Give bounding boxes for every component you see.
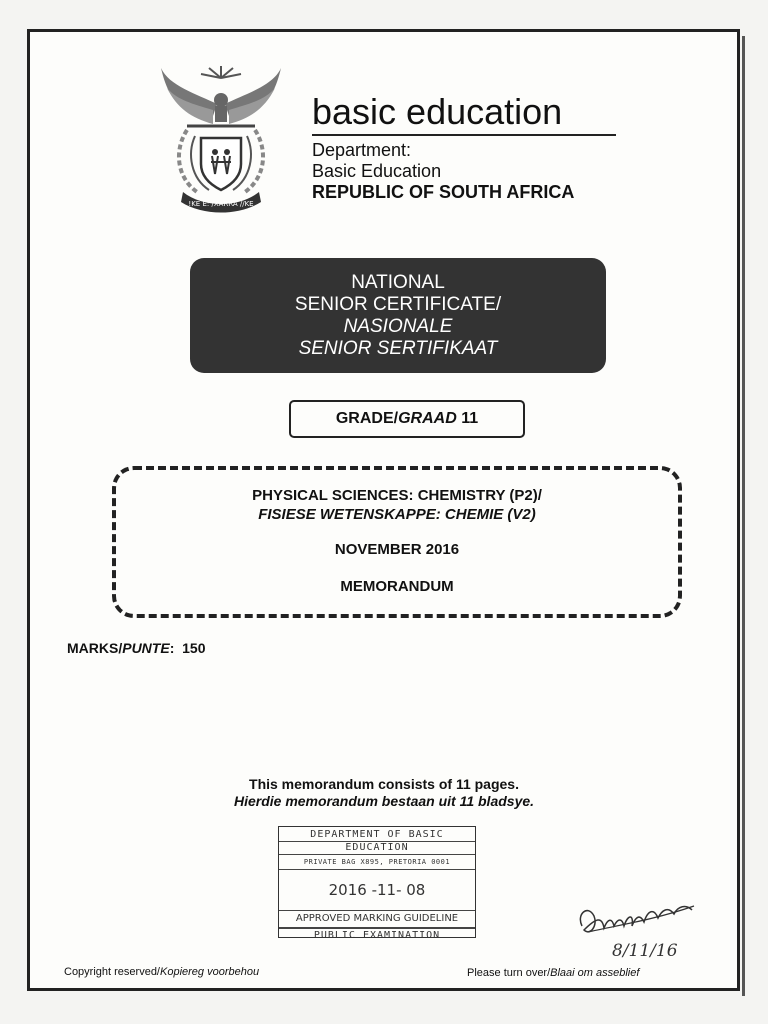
marks-label-af: PUNTE: [122, 640, 170, 656]
stamp-date: 2016 -11- 08: [328, 881, 426, 899]
exam-date: NOVEMBER 2016: [334, 541, 460, 558]
dept-line-2: Basic Education: [312, 161, 442, 181]
footer-turn-over-en: Please turn over/: [467, 967, 551, 979]
stamp-line-4: APPROVED MARKING GUIDELINE: [279, 910, 475, 928]
certificate-line-4: SENIOR SERTIFIKAAT: [298, 337, 498, 359]
stamp-line-3: PRIVATE BAG X895, PRETORIA 0001: [279, 855, 475, 870]
document-type: MEMORANDUM: [340, 578, 454, 595]
approval-stamp: [278, 826, 476, 941]
grade-label: GRADE/: [335, 410, 399, 427]
marks-colon: :: [169, 640, 175, 656]
marks-value: 150: [182, 640, 206, 656]
footer-copyright-en: Copyright reserved/: [64, 966, 160, 978]
signature-icon: [574, 896, 698, 964]
dept-line-3: REPUBLIC OF SOUTH AFRICA: [312, 182, 575, 202]
marks-line: [67, 640, 206, 656]
footer-copyright: [64, 966, 259, 978]
stamp-line-5: PUBLIC EXAMINATION: [279, 928, 475, 942]
pages-note-af: Hierdie memorandum bestaan uit 11 bladsye.: [233, 793, 535, 809]
subject-line-af: FISIESE WETENSKAPPE: CHEMIE (V2): [258, 506, 536, 523]
grade-value: 11: [461, 410, 479, 427]
brand-rule: [312, 134, 616, 136]
certificate-banner: [190, 258, 606, 373]
dept-line-1: Department:: [312, 140, 412, 160]
pages-note-en: This memorandum consists of 11 pages.: [249, 776, 519, 792]
certificate-line-1: NATIONAL: [351, 271, 445, 293]
coat-of-arms-icon: [157, 64, 285, 214]
certificate-line-2: SENIOR CERTIFICATE/: [294, 293, 502, 315]
pages-note: [0, 776, 768, 810]
grade-label-af: GRAAD: [398, 410, 457, 427]
subject-box: [112, 466, 682, 618]
footer-copyright-af: Kopiereg voorbehou: [160, 966, 260, 978]
certificate-line-3: NASIONALE: [343, 315, 453, 337]
stamp-line-2: EDUCATION: [279, 842, 475, 855]
footer-turn-over: [467, 967, 639, 979]
brand-block: [312, 92, 616, 203]
footer-turn-over-af: Blaai om asseblief: [550, 967, 640, 979]
grade-box: [289, 400, 525, 438]
emblem-motto: !KE E: /XARRA //KE: [188, 200, 254, 208]
stamp-line-1: DEPARTMENT OF BASIC: [279, 827, 475, 842]
brand-title: basic education: [312, 91, 563, 132]
subject-line-en: PHYSICAL SCIENCES: CHEMISTRY (P2)/: [252, 487, 542, 504]
signature-date: 8/11/16: [612, 941, 678, 961]
marks-label: MARKS/: [67, 640, 123, 656]
